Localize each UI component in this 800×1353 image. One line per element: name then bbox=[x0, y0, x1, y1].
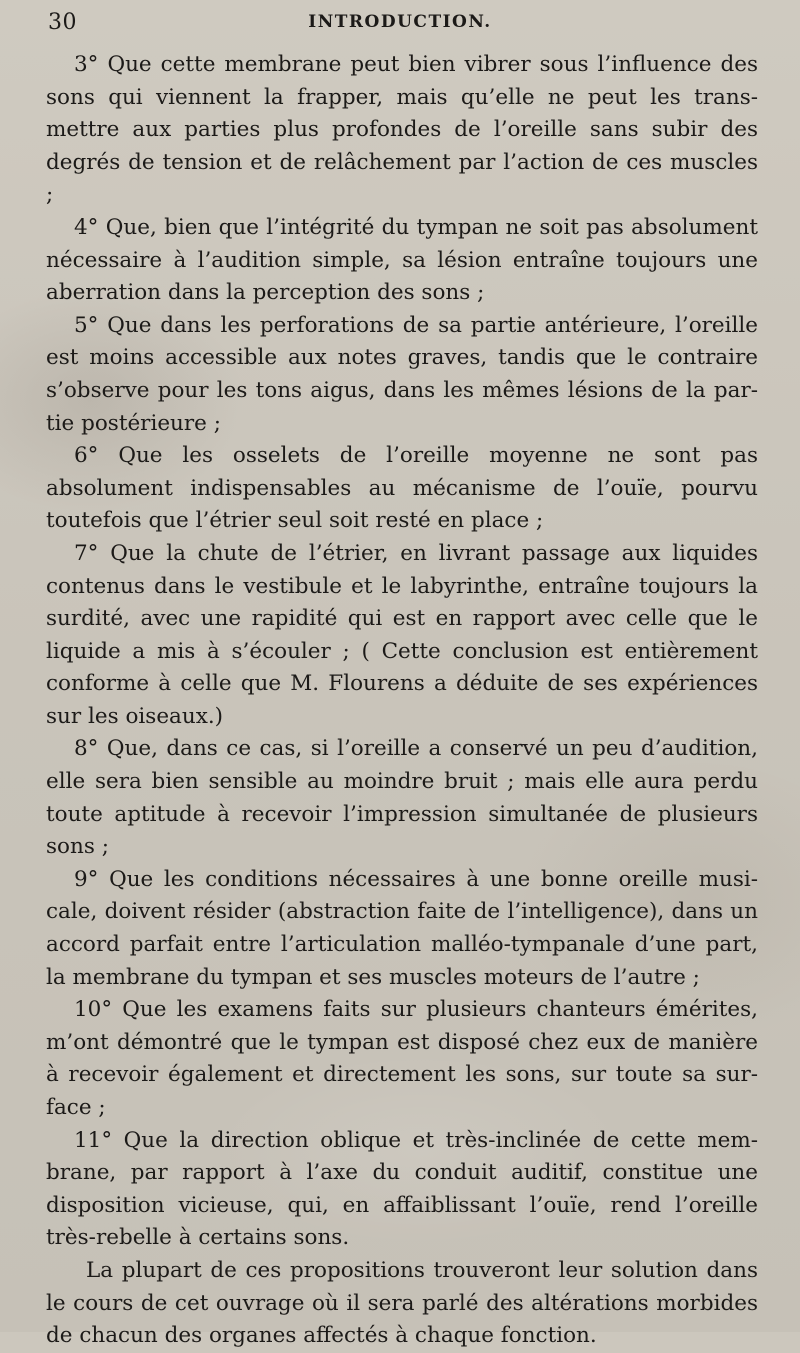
proposition-5: 5° Que dans les perforations de sa partie antérieure, l’oreille est moins accessible aux notes graves, tandis que le contraire s’observe pour les tons aigus, dans les mêmes lésions de la partie postérieure ; bbox=[46, 312, 758, 436]
proposition-10: 10° Que les examens faits sur plusieurs chanteurs émérites, m’ont démontré que le tympan est disposé chez eux de manière à recevoir également et directement les sons, sur toute sa surface ; bbox=[46, 997, 758, 1120]
proposition-6: 6° Que les osselets de l’oreille moyenne ne sont pas absolument indispensables au mécanisme de l’ouïe, pourvu toutefois que l’étrier seul soit resté en place ; bbox=[46, 443, 758, 534]
proposition-3: 3° Que cette membrane peut bien vibrer sous l’influence des sons qui viennent la frapper, mais qu’elle ne peut les transmettre aux parties plus profondes de l’oreille sans subir des degrés de tension et de relâchement par l’action de ces muscles ; bbox=[46, 52, 758, 208]
page-number: 30 bbox=[48, 10, 77, 35]
closing-paragraph: La plupart de ces propositions trouveront leur solution dans le cours de cet ouvrage où il sera parlé des altérations morbides de chacun des organes affectés à chaque fonction. bbox=[46, 1257, 758, 1349]
running-head bbox=[0, 6, 800, 40]
section-title: INTRODUCTION. bbox=[308, 12, 492, 32]
body-text bbox=[46, 49, 758, 1353]
proposition-4: 4° Que, bien que l’intégrité du tympan ne soit pas absolument nécessaire à l’audition simple, sa lésion entraîne toujours une aberration dans la perception des sons ; bbox=[46, 214, 758, 306]
proposition-8: 8° Que, dans ce cas, si l’oreille a conservé un peu d’audition, elle sera bien sensible au moindre bruit ; mais elle aura perdu toute aptitude à recevoir l’impression simultanée de plusieurs sons ; bbox=[46, 736, 758, 860]
proposition-11: 11° Que la direction oblique et très-inclinée de cette membrane, par rapport à l’axe du conduit auditif, constitue une disposition vicieuse, qui, en affaiblissant l’ouïe, rend l’oreille très-rebelle à certains sons. bbox=[46, 1127, 758, 1251]
proposition-7: 7° Que la chute de l’étrier, en livrant passage aux liquides contenus dans le vestibule et le labyrinthe, entraîne toujours la surdité, avec une rapidité qui est en rapport avec celle que le liquide a mis à s’écouler ; ( Cette conclusion est entièrement conforme à celle que M. Flourens a déduite de ses expériences sur les oiseaux.) bbox=[46, 540, 758, 729]
proposition-9: 9° Que les conditions nécessaires à une bonne oreille musicale, doivent résider (abstraction faite de l’intelligence), dans un accord parfait entre l’articulation malléo-tympanale d’une part, la membrane du tympan et ses muscles moteurs de l’autre ; bbox=[46, 866, 758, 990]
